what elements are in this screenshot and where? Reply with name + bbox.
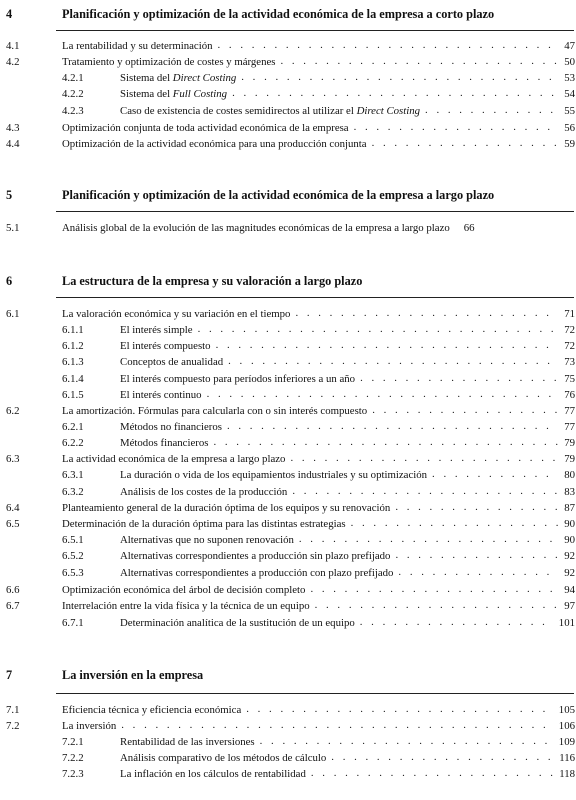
dot-leader [372, 403, 558, 417]
chapter-title: La estructura de la empresa y su valoración a largo plazo [62, 274, 363, 288]
dot-leader [295, 306, 558, 320]
dot-leader [290, 451, 558, 465]
dot-leader [311, 766, 554, 780]
dot-leader [207, 387, 558, 401]
dot-leader [213, 435, 558, 449]
section-label: Interrelación entre la vida física y la técnica de un equipo [62, 600, 310, 612]
page-number: 80 [564, 469, 575, 481]
section-number: 6.1.4 [62, 373, 84, 385]
page-number: 90 [564, 534, 575, 546]
dot-leader [360, 371, 558, 385]
section-label: Métodos financieros [120, 437, 209, 449]
section-label: Análisis global de la evolución de las magnitudes económicas de la empresa a largo plazo [62, 222, 450, 234]
toc-entry[interactable] [6, 719, 575, 733]
section-number: 6.3.2 [62, 486, 84, 498]
toc-entry[interactable] [6, 703, 575, 717]
dot-leader [121, 718, 554, 732]
section-number: 7.1 [6, 704, 20, 716]
dot-leader [432, 467, 558, 481]
toc-entry[interactable] [6, 735, 575, 749]
toc-entry[interactable] [6, 137, 575, 151]
toc-entry[interactable] [6, 751, 575, 765]
section-label: La inflación en los cálculos de rentabilidad [120, 768, 306, 780]
toc-entry[interactable] [6, 420, 575, 434]
section-label: La amortización. Fórmulas para calcularla con o sin interés compuesto [62, 405, 368, 417]
dot-leader [292, 484, 558, 498]
page-number: 79 [564, 437, 575, 449]
section-number: 4.2.2 [62, 88, 84, 100]
toc-entry[interactable] [6, 339, 575, 353]
page-number: 55 [564, 105, 575, 117]
dot-leader [360, 615, 554, 629]
toc-entry[interactable] [6, 355, 575, 369]
page-number: 76 [564, 389, 575, 401]
page-number: 72 [564, 324, 575, 336]
chapter-rule [56, 693, 574, 694]
toc-entry[interactable] [6, 71, 575, 85]
section-label: Optimización conjunta de toda actividad económica de la empresa [62, 122, 349, 134]
toc-entry[interactable] [6, 104, 575, 118]
section-number: 7.2.3 [62, 768, 84, 780]
toc-entry[interactable] [6, 87, 575, 101]
page-number: 109 [558, 736, 575, 748]
section-number: 6.7 [6, 600, 20, 612]
section-number: 6.3.1 [62, 469, 84, 481]
chapter-heading [6, 667, 574, 683]
chapter-number: 4 [6, 7, 13, 21]
page-number: 90 [564, 518, 575, 530]
section-label: La inversión [62, 720, 117, 732]
dot-leader [281, 54, 559, 68]
section-label: Determinación analítica de la sustitución de un equipo [120, 617, 355, 629]
section-label: Determinación de la duración óptima para las distintas estrategias [62, 518, 346, 530]
chapter-heading [6, 187, 574, 203]
section-label: Optimización económica del árbol de decisión completo [62, 584, 306, 596]
chapter-rule [56, 297, 574, 298]
section-label: La actividad económica de la empresa a largo plazo [62, 453, 286, 465]
section-label: El interés simple [120, 324, 193, 336]
dot-leader [395, 548, 558, 562]
page-number: 92 [564, 567, 575, 579]
section-number: 6.5 [6, 518, 20, 530]
toc-entry[interactable] [6, 307, 575, 321]
page-number: 73 [564, 356, 575, 368]
section-number: 6.1.2 [62, 340, 84, 352]
toc-entry[interactable] [6, 404, 575, 418]
section-number: 4.4 [6, 138, 20, 150]
chapter-number: 7 [6, 668, 13, 682]
dot-leader [218, 38, 558, 52]
dot-leader [395, 500, 558, 514]
section-number: 6.7.1 [62, 617, 84, 629]
page-number: 50 [564, 56, 575, 68]
section-number: 7.2.1 [62, 736, 84, 748]
section-label: Tratamiento y optimización de costes y márgenes [62, 56, 276, 68]
page-number: 83 [564, 486, 575, 498]
toc-entry[interactable] [6, 616, 575, 630]
section-label: Sistema del Full Costing [120, 88, 228, 100]
section-number: 6.2 [6, 405, 20, 417]
page-number: 72 [564, 340, 575, 352]
section-number: 6.1.3 [62, 356, 84, 368]
toc-entry[interactable] [6, 388, 575, 402]
section-number: 6.6 [6, 584, 20, 596]
section-number: 7.2 [6, 720, 20, 732]
section-number: 6.5.1 [62, 534, 84, 546]
toc-entry[interactable] [6, 121, 575, 135]
section-label: Análisis comparativo de los métodos de cálculo [120, 752, 327, 764]
section-number: 6.1 [6, 308, 20, 320]
section-number: 6.2.2 [62, 437, 84, 449]
chapter-rule [56, 30, 574, 31]
section-label: El interés continuo [120, 389, 202, 401]
page-number: 47 [564, 40, 575, 52]
chapter-title: Planificación y optimización de la actividad económica de la empresa a corto plazo [62, 7, 495, 21]
toc-entry[interactable] [6, 39, 575, 53]
toc-entry[interactable] [6, 501, 575, 515]
chapter-rule [56, 211, 574, 212]
page-number: 54 [564, 88, 575, 100]
toc-entry[interactable] [6, 323, 575, 337]
page-number: 94 [564, 584, 575, 596]
toc-entry[interactable] [6, 55, 575, 69]
page-number: 53 [564, 72, 575, 84]
dot-leader [241, 70, 558, 84]
section-label: El interés compuesto para períodos inferiores a un año [120, 373, 356, 385]
dot-leader [246, 702, 554, 716]
section-label: Métodos no financieros [120, 421, 222, 433]
dot-leader [351, 516, 558, 530]
section-number: 6.2.1 [62, 421, 84, 433]
toc-entry[interactable] [6, 485, 575, 499]
toc-entry[interactable] [6, 583, 575, 597]
section-number: 4.1 [6, 40, 20, 52]
dot-leader [331, 750, 554, 764]
section-number: 6.5.2 [62, 550, 84, 562]
section-number: 6.5.3 [62, 567, 84, 579]
toc-entry[interactable] [6, 599, 575, 613]
dot-leader [227, 419, 558, 433]
toc-entry[interactable] [6, 221, 575, 235]
chapter-heading [6, 6, 574, 22]
section-label: Alternativas correspondientes a producción sin plazo prefijado [120, 550, 391, 562]
section-label: El interés compuesto [120, 340, 211, 352]
page-number: 71 [564, 308, 575, 320]
dot-leader [232, 86, 558, 100]
section-number: 6.4 [6, 502, 20, 514]
dot-leader [398, 565, 558, 579]
section-label: Alternativas correspondientes a producción con plazo prefijado [120, 567, 394, 579]
section-label: La valoración económica y su variación en el tiempo [62, 308, 291, 320]
dot-leader [299, 532, 558, 546]
section-number: 4.3 [6, 122, 20, 134]
page-number: 116 [559, 752, 575, 764]
section-label: Rentabilidad de las inversiones [120, 736, 255, 748]
chapter-number: 5 [6, 188, 13, 202]
toc-entry[interactable] [6, 566, 575, 580]
section-label: Eficiencia técnica y eficiencia económica [62, 704, 242, 716]
dot-leader [216, 338, 558, 352]
chapter-title: La inversión en la empresa [62, 668, 204, 682]
page-number: 59 [564, 138, 575, 150]
section-label: Planteamiento general de la duración óptima de los equipos y su renovación [62, 502, 391, 514]
section-number: 4.2 [6, 56, 20, 68]
dot-leader [228, 354, 558, 368]
page-number: 75 [564, 373, 575, 385]
page-number: 77 [564, 421, 575, 433]
page-number: 106 [558, 720, 575, 732]
section-number: 6.1.5 [62, 389, 84, 401]
section-number: 5.1 [6, 222, 20, 234]
page-number: 77 [564, 405, 575, 417]
toc-entry[interactable] [6, 549, 575, 563]
page-number: 79 [564, 453, 575, 465]
page-number: 87 [564, 502, 575, 514]
section-number: 4.2.1 [62, 72, 84, 84]
chapter-title: Planificación y optimización de la actividad económica de la empresa a largo plazo [62, 188, 495, 202]
page-number: 97 [564, 600, 575, 612]
section-number: 7.2.2 [62, 752, 84, 764]
section-label: Conceptos de anualidad [120, 356, 224, 368]
dot-leader [315, 598, 558, 612]
toc-entry[interactable] [6, 436, 575, 450]
dot-leader [310, 582, 558, 596]
toc-entry[interactable] [6, 468, 575, 482]
dot-leader [198, 322, 558, 336]
toc-entry[interactable] [6, 533, 575, 547]
section-number: 4.2.3 [62, 105, 84, 117]
section-label: La duración o vida de los equipamientos industriales y su optimización [120, 469, 428, 481]
section-label: Caso de existencia de costes semidirectos al utilizar el Direct Costing [120, 105, 421, 117]
page-number: 56 [564, 122, 575, 134]
toc-entry[interactable] [6, 452, 575, 466]
section-number: 6.1.1 [62, 324, 84, 336]
dot-leader [372, 136, 558, 150]
page-number: 92 [564, 550, 575, 562]
toc-entry[interactable] [6, 372, 575, 386]
page-number: 66 [463, 222, 475, 234]
dot-leader [354, 120, 558, 134]
section-label: Alternativas que no suponen renovación [120, 534, 294, 546]
dot-leader [260, 734, 554, 748]
chapter-number: 6 [6, 274, 13, 288]
toc-entry[interactable] [6, 517, 575, 531]
page-number: 101 [558, 617, 575, 629]
section-number: 6.3 [6, 453, 20, 465]
page-number: 105 [558, 704, 575, 716]
section-label: Sistema del Direct Costing [120, 72, 237, 84]
dot-leader [425, 103, 558, 117]
section-label: Análisis de los costes de la producción [120, 486, 288, 498]
page-number: 118 [559, 768, 575, 780]
section-label: Optimización de la actividad económica para una producción conjunta [62, 138, 367, 150]
chapter-heading [6, 273, 574, 289]
toc-entry[interactable] [6, 767, 575, 781]
section-label: La rentabilidad y su determinación [62, 40, 213, 52]
